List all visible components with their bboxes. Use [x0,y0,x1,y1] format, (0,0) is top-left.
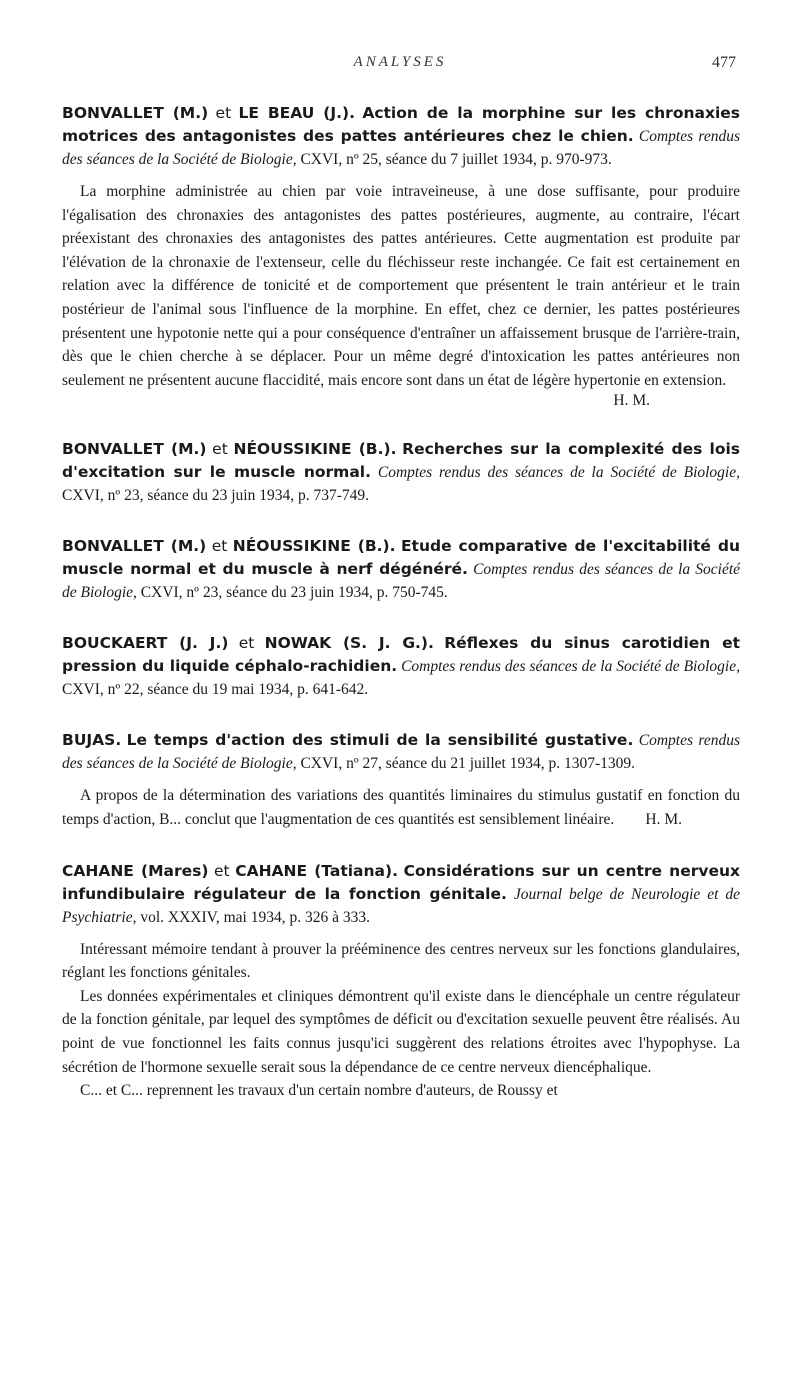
abstract-paragraph: Intéressant mémoire tendant à prouver la prééminence des centres nerveux sur les fonctions glandulaires, réglant les fonctions génitales. [62,940,740,982]
abstract-paragraph: Les données expérimentales et cliniques démontrent qu'il existe dans le diencéphale un centre régulateur de la fonction génitale, par lequel des symptômes de déficit ou d'excitation sexuelle peuvent être réalisés. Au point de vue fonctionnel les faits connus jusqu'ici suggèrent des relations étroites avec l'hypophyse. La sécrétion de l'hormone sexuelle serait sous la dépendance de ce centre nerveux diencéphalique. [62,987,740,1076]
entry-conjunction: et [214,861,230,880]
citation [62,535,740,604]
entry-abstract [62,784,740,831]
entry-journal: Comptes rendus des séances de la Société de Biologie, [401,658,740,676]
entry-details: CXVI, nº 23, séance du 23 juin 1934, p. 750-745. [140,584,448,602]
entry-authors: BOUCKAERT (J. J.) [62,634,229,653]
entry-details: CXVI, nº 25, séance du 7 juillet 1934, p. 970-973. [300,151,612,168]
entry-authors: BUJAS. [62,731,122,750]
reference-entry [62,102,740,410]
abstract-paragraph: La morphine administrée au chien par voie intraveineuse, à une dose suffisante, pour produire l'égalisation des chronaxies des antagonistes des pattes postérieures, augmente, au contraire, l'écart préexistant des chronaxies des antagonistes des pattes antérieures. Cette augmentation est produite par l'élévation de la chronaxie de l'extenseur, celle du fléchisseur reste inchangée. Ce fait est certainement en relation avec la différence de tonicité et de comportement que présentent le train antérieur et le train postérieur de l'animal sous l'influence de la morphine. En effet, chez ce dernier, les pattes postérieures présentent une hypotonie nette qui a pour conséquence d'entraîner un affaissement brusque de l'arrière-train, dès que le chien cherche à se déplacer. Pour un même degré d'intoxication les pattes antérieures non seulement ne présentent aucune flaccidité, mais encore sont dans un état de légère hypertonie en extension. [62,183,740,389]
entry-details: CXVI, nº 22, séance du 19 mai 1934, p. 641-642. [62,681,369,699]
reference-entry [62,729,740,831]
entry-details: CXVI, nº 23, séance du 23 juin 1934, p. 737-749. [62,487,370,505]
reference-entry [62,860,740,1103]
abstract-paragraph: C... et C... reprennent les travaux d'un certain nombre d'auteurs, de Roussy et [80,1082,558,1100]
entry-title: Considérations sur un centre nerveux infundibulaire régulateur de la fonction génitale. [62,861,741,903]
entry-signature: H. M. [613,392,650,410]
entry-authors: BONVALLET (M.) [62,104,209,122]
entry-title: Recherches sur la complexité des lois d'excitation sur le muscle normal. [62,440,741,482]
entry-coauthors: NÉOUSSIKINE (B.). [232,537,396,556]
citation [62,102,740,171]
entry-title: Le temps d'action des stimuli de la sensibilité gustative. [126,731,634,750]
citation [62,632,740,701]
entry-coauthors: NOWAK (S. J. G.). [264,634,434,653]
citation [62,729,740,775]
entry-conjunction: et [238,634,255,653]
entry-authors: BONVALLET (M.) [62,537,207,556]
entry-journal: Comptes rendus des séances de la Société de Biologie, [62,561,741,602]
entry-coauthors: NÉOUSSIKINE (B.). [233,440,397,459]
entry-title: Réflexes du sinus carotidien et pression du liquide céphalo-rachidien. [62,634,741,676]
page-number: 477 [712,54,736,71]
entry-title: Etude comparative de l'excitabilité du muscle normal et du muscle à nerf dégénéré. [62,537,741,579]
abstract-text: A propos de la détermination des variations des quantités liminaires du stimulus gustatif en fonction du temps d'action, B... conclut que l'augmentation de ces quantités est sensiblement linéaire. [62,787,740,828]
reference-entry [62,438,740,507]
entry-journal: Journal belge de Neurologie et de Psychiatrie, [62,885,740,926]
entry-details: CXVI, nº 27, séance du 21 juillet 1934, p. 1307-1309. [300,755,636,773]
entry-journal: Comptes rendus des séances de la Société de Biologie, [377,464,740,482]
entry-title: Action de la morphine sur les chronaxies motrices des antagonistes des pattes antérieures chez le chien. [62,104,741,145]
entry-details: vol. XXXIV, mai 1934, p. 326 à 333. [140,908,370,926]
entry-signature: H. M. [645,810,682,828]
entry-conjunction: et [215,104,232,122]
entry-journal: Comptes rendus des séances de la Société de Biologie, [62,732,741,773]
entry-journal: Comptes rendus des séances de la Société de Biologie, [62,128,740,168]
entry-conjunction: et [211,537,228,556]
reference-entry [62,632,740,701]
entry-abstract [62,180,740,392]
entry-authors: CAHANE (Mares) [62,861,209,880]
citation [62,438,740,507]
running-title: ANALYSES [353,54,447,70]
entry-abstract [62,938,740,1103]
citation [62,860,740,929]
entry-authors: BONVALLET (M.) [62,440,207,459]
entry-coauthors: CAHANE (Tatiana). [235,861,398,880]
page-content [62,102,740,1103]
entry-conjunction: et [212,440,228,459]
entry-coauthors: LE BEAU (J.). [238,104,355,122]
reference-entry [62,535,740,604]
abstract-paragraph [62,784,740,831]
